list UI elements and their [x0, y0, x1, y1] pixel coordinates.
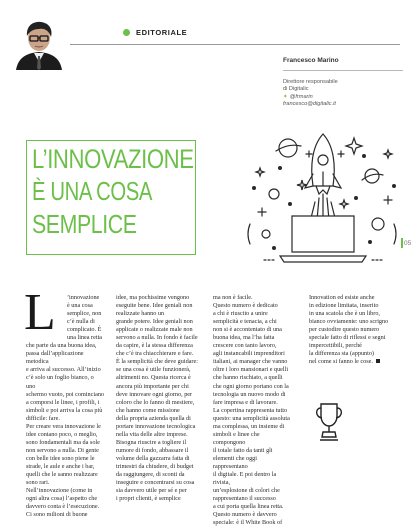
- text-line: il digitale. E poi dentro la rivista,: [213, 471, 277, 487]
- text-line: che c’è tra chiacchierare e fare.: [116, 350, 194, 358]
- text-line: eseguite bene. Idee geniali non: [116, 302, 193, 310]
- text-line: in una scatola che è un libro,: [309, 310, 380, 318]
- text-line: oltre i loro mansionari e quelli: [213, 366, 289, 374]
- text-line: italiani, ai manager che vanno: [213, 358, 288, 366]
- end-mark-icon: [376, 359, 380, 363]
- text-line: Bisogna riuscire a togliere il: [116, 438, 187, 446]
- twitter-icon: ✦: [283, 93, 288, 100]
- trophy-icon: [312, 400, 346, 444]
- text-line: che ogni giorno portano con la: [213, 382, 289, 390]
- text-line: ogni altra cosa) l’aspetto che: [26, 495, 98, 503]
- text-line: simboli e linee che compongono: [213, 430, 260, 446]
- text-line: portare innovazione tecnologica: [116, 422, 196, 430]
- article-title-line-1: L’INNOVAZIONE: [32, 144, 194, 174]
- text-line: Questo numero è davvero: [213, 511, 277, 519]
- text-line: altrimenti no. Questa ricerca è: [116, 374, 191, 382]
- text-line: fare impresa e di lavorare.: [213, 398, 278, 406]
- text-line: una linea retta: [67, 334, 103, 342]
- green-dot-icon: [123, 29, 130, 36]
- text-line: da raggiungere, di sconti da: [116, 471, 185, 479]
- article-title-line-3: SEMPLICE: [32, 209, 137, 239]
- text-line: Innovation ed esiste anche: [309, 294, 375, 301]
- rocket-laptop-illustration: [244, 124, 402, 274]
- text-line: non servono a nulla. Di gente: [26, 446, 99, 454]
- header-rule: [70, 44, 400, 45]
- page-number: 05: [404, 240, 412, 247]
- article-title-line-2: È UNA COSA: [32, 176, 153, 206]
- text-line: se una cosa è utile funzionerà,: [116, 366, 191, 374]
- text-line: grande potere. Idee geniali non: [116, 318, 193, 326]
- text-line: schermo vuoto, poi cominciano: [26, 390, 105, 398]
- article-column-2: [116, 294, 202, 503]
- text-line: rappresentano il successo: [213, 495, 276, 503]
- text-line: che hanno rischiato, a quelli: [213, 374, 283, 382]
- author-email[interactable]: francesco@digitalic.it: [283, 101, 336, 108]
- section-rubric: [123, 28, 187, 37]
- text-line: complicato. È: [67, 326, 102, 334]
- text-line: ancora più importante per chi: [116, 382, 189, 390]
- text-line: la differenza sta (appunto): [309, 350, 374, 358]
- text-line: il totale fatto da tanti gli: [213, 446, 273, 454]
- text-line: rumore di fondo, abbassare il: [116, 446, 189, 454]
- text-line: difficile: fare.: [26, 414, 60, 422]
- text-line: ma complessa, un insieme di: [213, 422, 285, 430]
- text-line: servono a nulla. In fondo è facile: [116, 334, 198, 342]
- author-avatar: [14, 16, 64, 70]
- text-line: non si è accontentato di una: [213, 326, 282, 334]
- text-line: sono rari.: [26, 479, 50, 487]
- text-line: buona idea, ma l’ha fatta: [213, 334, 275, 342]
- text-line: inseguire e concentrarsi su cosa: [116, 479, 195, 487]
- text-line: trimestri da chiudere, di budget: [116, 462, 194, 470]
- text-line: in edizione limitata, inserito: [309, 302, 379, 310]
- text-line: crescere con tanto lavoro,: [213, 342, 277, 350]
- article-column-4: [309, 294, 393, 366]
- text-line: della propria azienda quella di: [116, 414, 191, 422]
- text-line: sono fondamentali ma da sole: [26, 438, 100, 446]
- text-line: bianco ovviamente: uno scrigno: [309, 318, 389, 326]
- text-line: Per creare vera innovazione le: [26, 422, 101, 430]
- author-role-line-2: di Digitalic: [283, 86, 309, 93]
- text-line: semplicità e tenacia, a chi: [213, 318, 277, 326]
- text-line: volume della gazzarra fatta di: [116, 454, 190, 462]
- text-line: questo: una semplicità assoluta: [213, 414, 290, 422]
- text-line: a comporsi le linee, i profili, i: [26, 398, 100, 406]
- text-line: un’esplosione di colori che: [213, 487, 280, 495]
- text-line: ma non è facile.: [213, 294, 253, 301]
- text-line: a cui porta quella linea retta.: [213, 503, 284, 511]
- article-column-1: [26, 294, 104, 519]
- text-line: nella vita delle altre imprese.: [116, 430, 188, 438]
- text-line-last: nel come si fanno le cose.: [309, 358, 373, 366]
- drop-cap: L: [24, 284, 56, 341]
- author-name: Francesco Marino: [283, 57, 339, 64]
- text-line: realizzate hanno un: [116, 310, 165, 318]
- text-line: con belle idee sono piene le: [26, 454, 95, 462]
- text-line: Nell’innovazione (come in: [26, 487, 93, 495]
- text-line: davvero conta è l’esecuzione.: [26, 503, 100, 511]
- text-line: c’è solo un foglio bianco, o uno: [26, 374, 94, 390]
- text-line: applicate o realizzate male non: [116, 326, 193, 334]
- text-line: è una cosa: [67, 302, 93, 310]
- text-line: speciale: è il White Book of: [213, 519, 283, 527]
- article-column-3: [213, 294, 293, 527]
- author-twitter[interactable]: [283, 94, 403, 101]
- text-line: idee, ma pochissime vengono: [116, 294, 190, 301]
- text-line: che parte da una buona idea,: [26, 342, 97, 350]
- text-line: sia davvero utile per sé e per: [116, 487, 187, 495]
- text-line: che hanno come missione: [116, 406, 180, 414]
- text-line: deve innovare ogni giorno, per: [116, 390, 193, 398]
- author-twitter-handle: @frmarin: [289, 93, 313, 100]
- text-line: Questo numero è dedicato: [213, 302, 278, 310]
- text-line: e arriva al successo. All’inizio: [26, 366, 101, 374]
- text-line: [309, 358, 393, 366]
- text-line: È la semplicità che deve guidare:: [116, 358, 198, 366]
- text-line: i propri clienti, è semplice: [116, 495, 181, 503]
- author-divider: [283, 70, 403, 71]
- text-line: Ci sono milioni di buone: [26, 511, 88, 519]
- text-line: a chi è riuscito a unire: [213, 310, 268, 318]
- rubric-label: EDITORIALE: [136, 28, 188, 37]
- page-marker: [401, 238, 403, 248]
- text-line: elementi che oggi rappresentano: [213, 454, 257, 470]
- text-line: tecnologia un nuovo modo di: [213, 390, 286, 398]
- text-line: per custodire questo numero: [309, 326, 380, 334]
- author-info: [283, 57, 403, 109]
- text-line: impercettibili, perché: [309, 342, 362, 350]
- text-line: La copertina rappresenta tutto: [213, 406, 288, 414]
- text-line: agli instancabili imprenditori: [213, 350, 285, 358]
- text-line: semplice, non: [67, 310, 102, 318]
- text-line: da capire, è la stessa differenza: [116, 342, 193, 350]
- text-line: passa dall’applicazione metodica: [26, 350, 84, 366]
- text-line: simboli e poi arriva la cosa più: [26, 406, 103, 414]
- text-line: strade, le aule e anche i bar,: [26, 462, 95, 470]
- author-role-line-1: Direttore responsabile: [283, 79, 338, 85]
- text-line: coloro che lo fanno di mestiere,: [116, 398, 195, 406]
- text-line: speciale fatto di riflessi e segni: [309, 334, 386, 342]
- text-line: c’è nulla di: [67, 318, 95, 326]
- text-line: ’innovazione: [67, 294, 100, 301]
- text-line: idee contano poco, o meglio,: [26, 430, 98, 438]
- text-line: quelli che le sanno realizzare: [26, 471, 98, 479]
